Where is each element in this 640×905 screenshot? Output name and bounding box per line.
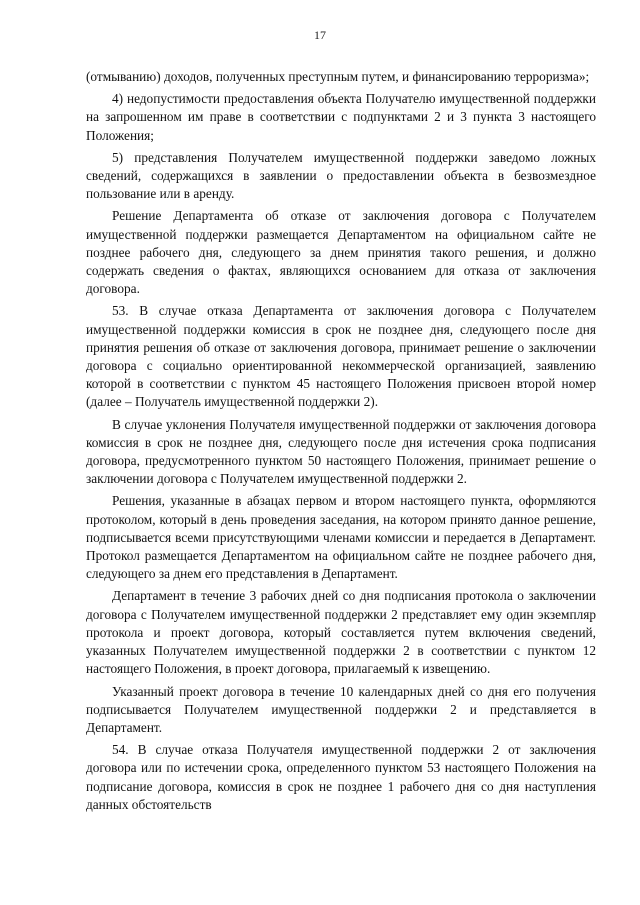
paragraph-protocol: Решения, указанные в абзацах первом и втором настоящего пункта, оформляются протоколом, который в день проведения заседания, на котором принято данное решение, подписывается всеми присутствующими членами комиссии и передается в Департамент. Протокол размещается Департаментом на официальном сайте не позднее рабочего дня, следующего за днем его представления в Департамент. [86,493,596,582]
page-number: 17 [314,28,326,42]
clause-54: 54. В случае отказа Получателя имущественной поддержки 2 от заключения договора или по истечении срока, определенного пунктом 53 настоящего Положения на подписание договора, комиссия в срок не позднее 1 рабочего дня со дня наступления данных обстоятельств [86,742,596,812]
paragraph-continuation: (отмыванию) доходов, полученных преступным путем, и финансированию терроризма»; [86,69,590,84]
document-body [86,68,596,818]
list-item-4: 4) недопустимости предоставления объекта Получателю имущественной поддержки на запрошенном им праве в соответствии с подпунктами 2 и 3 пункта 3 настоящего Положения; [86,91,596,143]
paragraph-department-submission: Департамент в течение 3 рабочих дней со дня подписания протокола о заключении договора с Получателем имущественной поддержки 2 представляет ему один экземпляр протокола и проект договора, который составляется путем включения сведений, указанных Получателем имущественной поддержки 2 в соответствии с пунктом 12 настоящего Положения, в проект договора, прилагаемый к извещению. [86,588,596,677]
list-item-5: 5) представления Получателем имущественной поддержки заведомо ложных сведений, содержащихся в заявлении о предоставлении объекта в безвозмездное пользование или в аренду. [86,149,596,202]
paragraph-evasion: В случае уклонения Получателя имущественной поддержки от заключения договора комиссия в срок не позднее дня, следующего после дня истечения срока подписания договора, предусмотренного пунктом 50 настоящего Положения, принимает решение о заключении договора с Получателем имущественной поддержки 2. [86,416,596,487]
clause-53: 53. В случае отказа Департамента от заключения договора с Получателем имущественной поддержки комиссия в срок не позднее дня, следующего после дня принятия решения об отказе от заключения договора, принимает решение о заключении договора с социально ориентированной некоммерческой организацией, заявлению которой в соответствии с пунктом 45 настоящего Положения присвоен второй номер (далее – Получатель имущественной поддержки 2). [86,303,596,410]
paragraph-refusal-publication: Решение Департамента об отказе от заключения договора с Получателем имущественной поддержки размещается Департаментом на официальном сайте не позднее рабочего дня, следующего за днем принятия такого решения, и должно содержать сведения о фактах, являющихся основанием для отказа от заключения договора. [86,208,596,297]
paragraph-draft-contract: Указанный проект договора в течение 10 календарных дней со дня его получения подписывается Получателем имущественной поддержки 2 и представляется в Департамент. [86,683,596,735]
